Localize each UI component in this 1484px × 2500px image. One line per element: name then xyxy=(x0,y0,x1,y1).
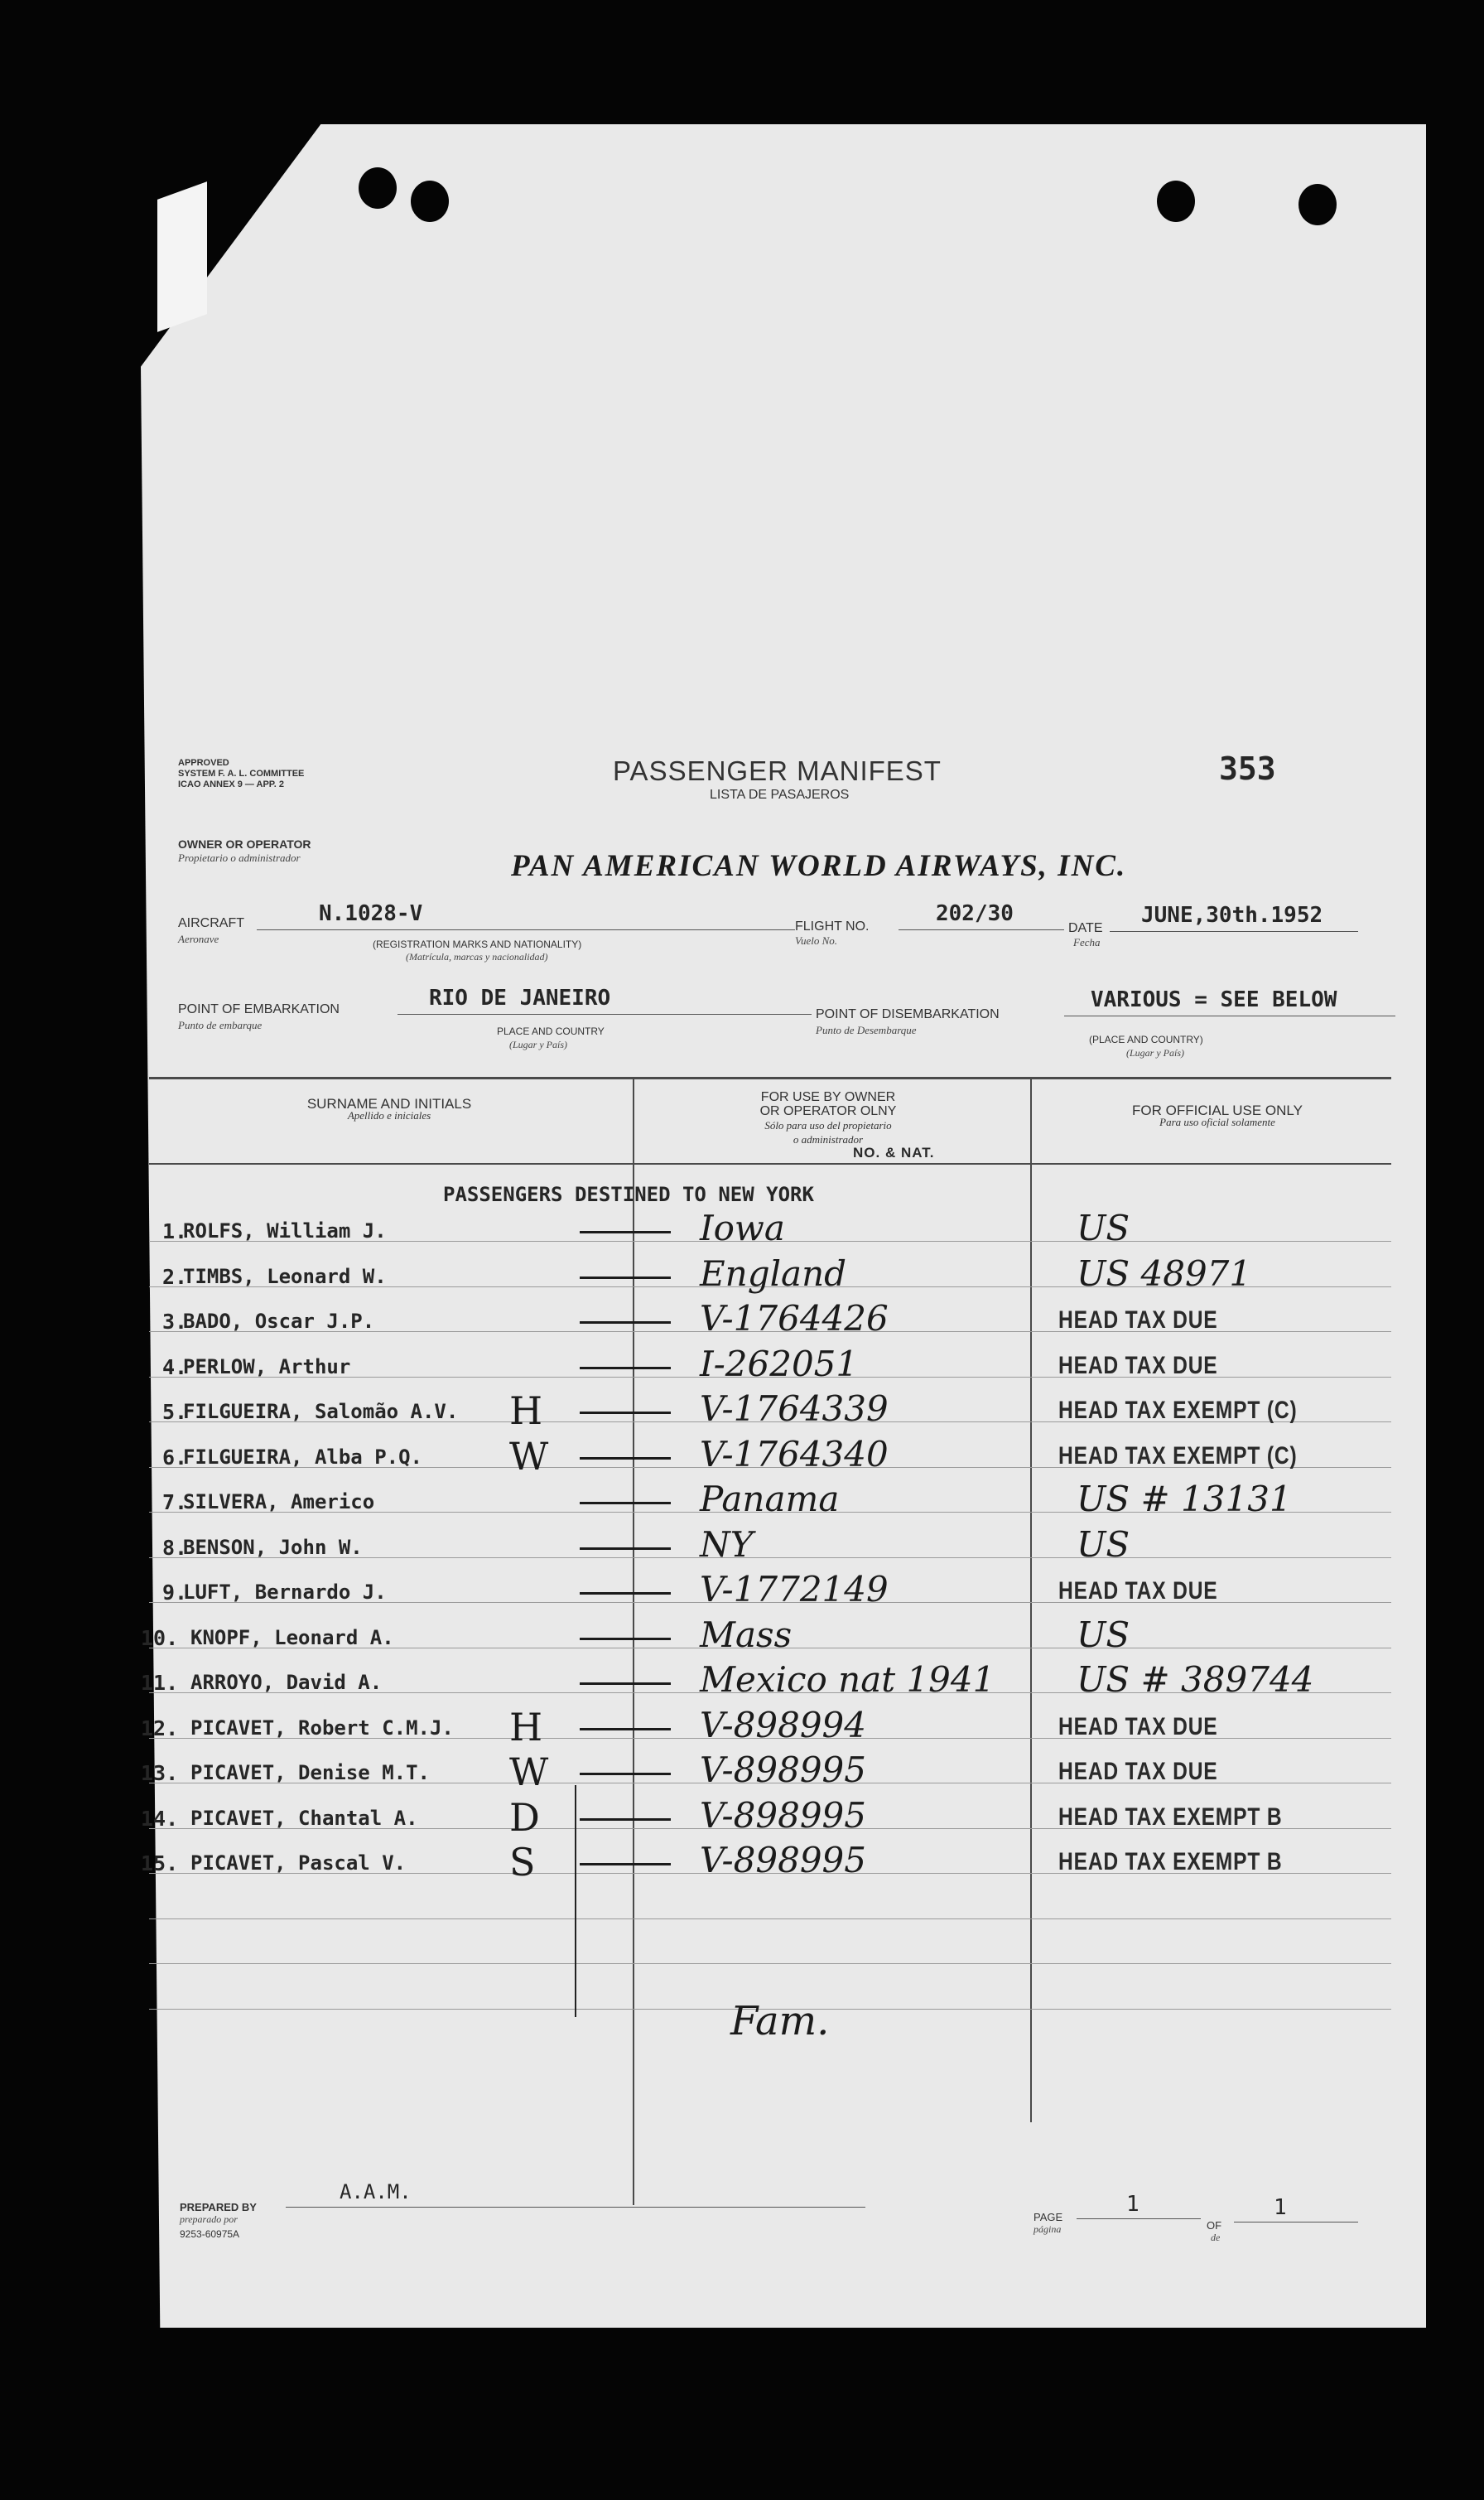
passenger-number: 2. xyxy=(162,1265,188,1289)
punch-hole-left-2 xyxy=(411,181,449,222)
passenger-name: PICAVET, Pascal V. xyxy=(190,1851,407,1875)
disembarkation-label-es: Punto de Desembarque xyxy=(816,1024,917,1036)
aircraft-value: N.1028-V xyxy=(319,901,423,926)
handwritten-dash xyxy=(580,1412,671,1414)
column-header-surname-es: Apellido e iniciales xyxy=(347,1109,431,1122)
handwritten-dash xyxy=(580,1277,671,1279)
passenger-number: 7. xyxy=(162,1490,188,1514)
embarkation-caption: PLACE AND COUNTRY xyxy=(497,1026,605,1037)
destination-entry: V-898995 xyxy=(700,1750,866,1790)
passenger-number: 4. xyxy=(162,1355,188,1379)
page-underline xyxy=(1077,2218,1201,2219)
official-use-entry: HEAD TAX DUE xyxy=(1058,1306,1218,1334)
passenger-number: 12. xyxy=(141,1716,179,1740)
passenger-name: ROLFS, William J. xyxy=(183,1219,387,1243)
column-header-official-es: Para uso oficial solamente xyxy=(1159,1116,1275,1128)
handwritten-dash xyxy=(580,1321,671,1324)
passenger-name: PICAVET, Robert C.M.J. xyxy=(190,1716,454,1740)
destination-entry: I-262051 xyxy=(700,1344,859,1384)
stamp-no-nat: NO. & NAT. xyxy=(853,1145,935,1161)
date-label: DATE xyxy=(1068,921,1103,935)
folded-corner xyxy=(157,181,207,332)
official-use-entry: HEAD TAX DUE xyxy=(1058,1713,1218,1740)
prepared-label: PREPARED BY xyxy=(180,2201,257,2213)
column-header-owner-es: o administrador xyxy=(793,1133,864,1146)
punch-hole-right-1 xyxy=(1157,181,1195,222)
passenger-number: 6. xyxy=(162,1445,188,1470)
family-relation-mark: H xyxy=(509,1705,543,1750)
approval-line: ICAO ANNEX 9 — APP. 2 xyxy=(178,779,284,789)
table-top-rule xyxy=(149,1077,1391,1079)
family-relation-mark: D xyxy=(509,1795,540,1840)
section-heading: PASSENGERS DESTINED TO NEW YORK xyxy=(443,1183,814,1206)
aircraft-caption-es: (Matrícula, marcas y nacionalidad) xyxy=(406,951,548,963)
embarkation-label-es: Punto de embarque xyxy=(178,1019,263,1031)
table-header-rule xyxy=(149,1163,1391,1165)
family-bracket xyxy=(575,1785,576,2017)
owner-label: OWNER OR OPERATOR xyxy=(178,837,311,851)
approval-block xyxy=(178,758,304,790)
passenger-name: PERLOW, Arthur xyxy=(183,1355,351,1378)
family-relation-mark: H xyxy=(509,1388,543,1433)
of-label: OF xyxy=(1207,2219,1222,2232)
handwritten-dash xyxy=(580,1367,671,1369)
prepared-value: A.A.M. xyxy=(340,2180,412,2203)
official-use-entry: US xyxy=(1077,1524,1130,1565)
manifest-number: 353 xyxy=(1219,750,1276,787)
column-header-official xyxy=(1077,1105,1358,1128)
passenger-name: SILVERA, Americo xyxy=(183,1490,375,1513)
passenger-name: ARROYO, David A. xyxy=(190,1671,383,1694)
column-header-owner-line: OR OPERATOR OLNY xyxy=(759,1104,897,1118)
destination-entry: V-898995 xyxy=(700,1840,866,1880)
embarkation-underline xyxy=(398,1014,812,1015)
passenger-number: 8. xyxy=(162,1536,188,1560)
passenger-name: PICAVET, Chantal A. xyxy=(190,1807,418,1830)
date-underline xyxy=(1110,931,1358,932)
destination-entry: V-1764339 xyxy=(700,1388,889,1429)
destination-entry: England xyxy=(700,1253,847,1294)
embarkation-caption-es: (Lugar y País) xyxy=(509,1039,567,1050)
column-header-official-text: FOR OFFICIAL USE ONLY xyxy=(1132,1103,1303,1118)
passenger-number: 3. xyxy=(162,1310,188,1334)
passenger-number: 14. xyxy=(141,1807,179,1831)
column-divider-1 xyxy=(633,1079,634,2205)
official-use-entry: HEAD TAX DUE xyxy=(1058,1352,1218,1379)
disembarkation-caption-es: (Lugar y País) xyxy=(1126,1047,1184,1059)
disembarkation-caption: (PLACE AND COUNTRY) xyxy=(1089,1034,1203,1045)
page-title: PASSENGER MANIFEST xyxy=(613,755,942,786)
row-rule xyxy=(149,1963,1391,1964)
form-number: 9253-60975A xyxy=(180,2228,240,2240)
column-header-surname xyxy=(282,1098,497,1122)
handwritten-dash xyxy=(580,1728,671,1730)
official-use-entry: HEAD TAX EXEMPT B xyxy=(1058,1848,1283,1875)
official-use-entry: HEAD TAX DUE xyxy=(1058,1577,1218,1605)
disembarkation-value: VARIOUS = SEE BELOW xyxy=(1091,987,1337,1012)
aircraft-caption: (REGISTRATION MARKS AND NATIONALITY) xyxy=(373,939,582,950)
family-relation-mark: S xyxy=(509,1840,536,1885)
owner-label-es: Propietario o administrador xyxy=(178,852,301,864)
date-label-es: Fecha xyxy=(1073,936,1101,948)
official-use-entry: HEAD TAX EXEMPT B xyxy=(1058,1803,1283,1831)
aircraft-underline xyxy=(257,929,795,930)
family-note: Fam. xyxy=(730,1998,830,2044)
flight-label: FLIGHT NO. xyxy=(795,919,870,934)
passenger-name: BADO, Oscar J.P. xyxy=(183,1310,375,1333)
prepared-label-es: preparado por xyxy=(180,2213,238,2225)
of-value: 1 xyxy=(1274,2195,1287,2220)
destination-entry: V-1764340 xyxy=(700,1434,889,1474)
passenger-name: PICAVET, Denise M.T. xyxy=(190,1761,430,1784)
punch-hole-right-2 xyxy=(1298,184,1337,225)
official-use-entry: US xyxy=(1077,1208,1130,1248)
passenger-name: LUFT, Bernardo J. xyxy=(183,1581,387,1604)
embarkation-label: POINT OF EMBARKATION xyxy=(178,1002,340,1016)
destination-entry: Iowa xyxy=(700,1208,785,1248)
handwritten-dash xyxy=(580,1502,671,1504)
column-divider-2 xyxy=(1030,1079,1032,2122)
family-relation-mark: W xyxy=(509,1750,549,1794)
passenger-name: KNOPF, Leonard A. xyxy=(190,1626,394,1649)
column-header-surname-text: SURNAME AND INITIALS xyxy=(306,1096,472,1112)
page-label-es: página xyxy=(1034,2223,1062,2235)
destination-entry: Panama xyxy=(700,1479,840,1519)
handwritten-dash xyxy=(580,1638,671,1640)
flight-underline xyxy=(899,929,1064,930)
page-value: 1 xyxy=(1126,2192,1140,2217)
handwritten-dash xyxy=(580,1773,671,1775)
flight-value: 202/30 xyxy=(936,901,1014,926)
passenger-number: 5. xyxy=(162,1400,188,1424)
handwritten-dash xyxy=(580,1682,671,1685)
embarkation-value: RIO DE JANEIRO xyxy=(429,986,611,1011)
handwritten-dash xyxy=(580,1231,671,1233)
destination-entry: V-898994 xyxy=(700,1705,866,1745)
passenger-number: 9. xyxy=(162,1581,188,1605)
passenger-name: FILGUEIRA, Alba P.Q. xyxy=(183,1445,422,1469)
date-value: JUNE,30th.1952 xyxy=(1141,903,1323,928)
approval-line: SYSTEM F. A. L. COMMITTEE xyxy=(178,769,305,779)
passenger-name: BENSON, John W. xyxy=(183,1536,363,1559)
approval-line: APPROVED xyxy=(178,758,229,768)
owner-value: PAN AMERICAN WORLD AIRWAYS, INC. xyxy=(511,849,1127,883)
official-use-entry: US # 389744 xyxy=(1077,1659,1314,1700)
destination-entry: Mexico nat 1941 xyxy=(700,1659,995,1700)
column-header-owner-line: FOR USE BY OWNER xyxy=(760,1090,896,1104)
column-header-owner xyxy=(720,1090,936,1146)
flight-label-es: Vuelo No. xyxy=(795,934,838,947)
official-use-entry: HEAD TAX DUE xyxy=(1058,1758,1218,1785)
passenger-name: TIMBS, Leonard W. xyxy=(183,1265,387,1288)
passenger-number: 13. xyxy=(141,1761,179,1785)
official-use-entry: HEAD TAX EXEMPT (C) xyxy=(1058,1442,1298,1470)
official-use-entry: US 48971 xyxy=(1077,1253,1252,1294)
official-use-entry: HEAD TAX EXEMPT (C) xyxy=(1058,1397,1298,1424)
passenger-number: 15. xyxy=(141,1851,179,1875)
handwritten-dash xyxy=(580,1592,671,1595)
aircraft-label-es: Aeronave xyxy=(178,933,219,945)
passenger-name: FILGUEIRA, Salomão A.V. xyxy=(183,1400,459,1423)
passenger-number: 1. xyxy=(162,1219,188,1243)
passenger-number: 10. xyxy=(141,1626,179,1650)
prepared-underline xyxy=(286,2207,865,2208)
official-use-entry: US # 13131 xyxy=(1077,1479,1292,1519)
punch-hole-left-1 xyxy=(359,167,397,209)
handwritten-dash xyxy=(580,1863,671,1865)
column-header-owner-es: Sólo para uso del propietario xyxy=(764,1119,892,1132)
handwritten-dash xyxy=(580,1457,671,1460)
official-use-entry: US xyxy=(1077,1614,1130,1655)
aircraft-label: AIRCRAFT xyxy=(178,916,244,930)
passenger-number: 11. xyxy=(141,1671,179,1695)
page-subtitle: LISTA DE PASAJEROS xyxy=(710,788,850,802)
row-rule xyxy=(149,1918,1391,1919)
destination-entry: V-1764426 xyxy=(700,1298,889,1339)
handwritten-dash xyxy=(580,1547,671,1550)
destination-entry: V-1772149 xyxy=(700,1569,889,1610)
of-label-es: de xyxy=(1211,2232,1221,2243)
destination-entry: NY xyxy=(700,1524,754,1565)
destination-entry: Mass xyxy=(700,1614,793,1655)
page-label: PAGE xyxy=(1034,2211,1063,2223)
handwritten-dash xyxy=(580,1818,671,1821)
family-relation-mark: W xyxy=(509,1434,549,1479)
disembarkation-label: POINT OF DISEMBARKATION xyxy=(816,1007,1000,1021)
destination-entry: V-898995 xyxy=(700,1795,866,1836)
